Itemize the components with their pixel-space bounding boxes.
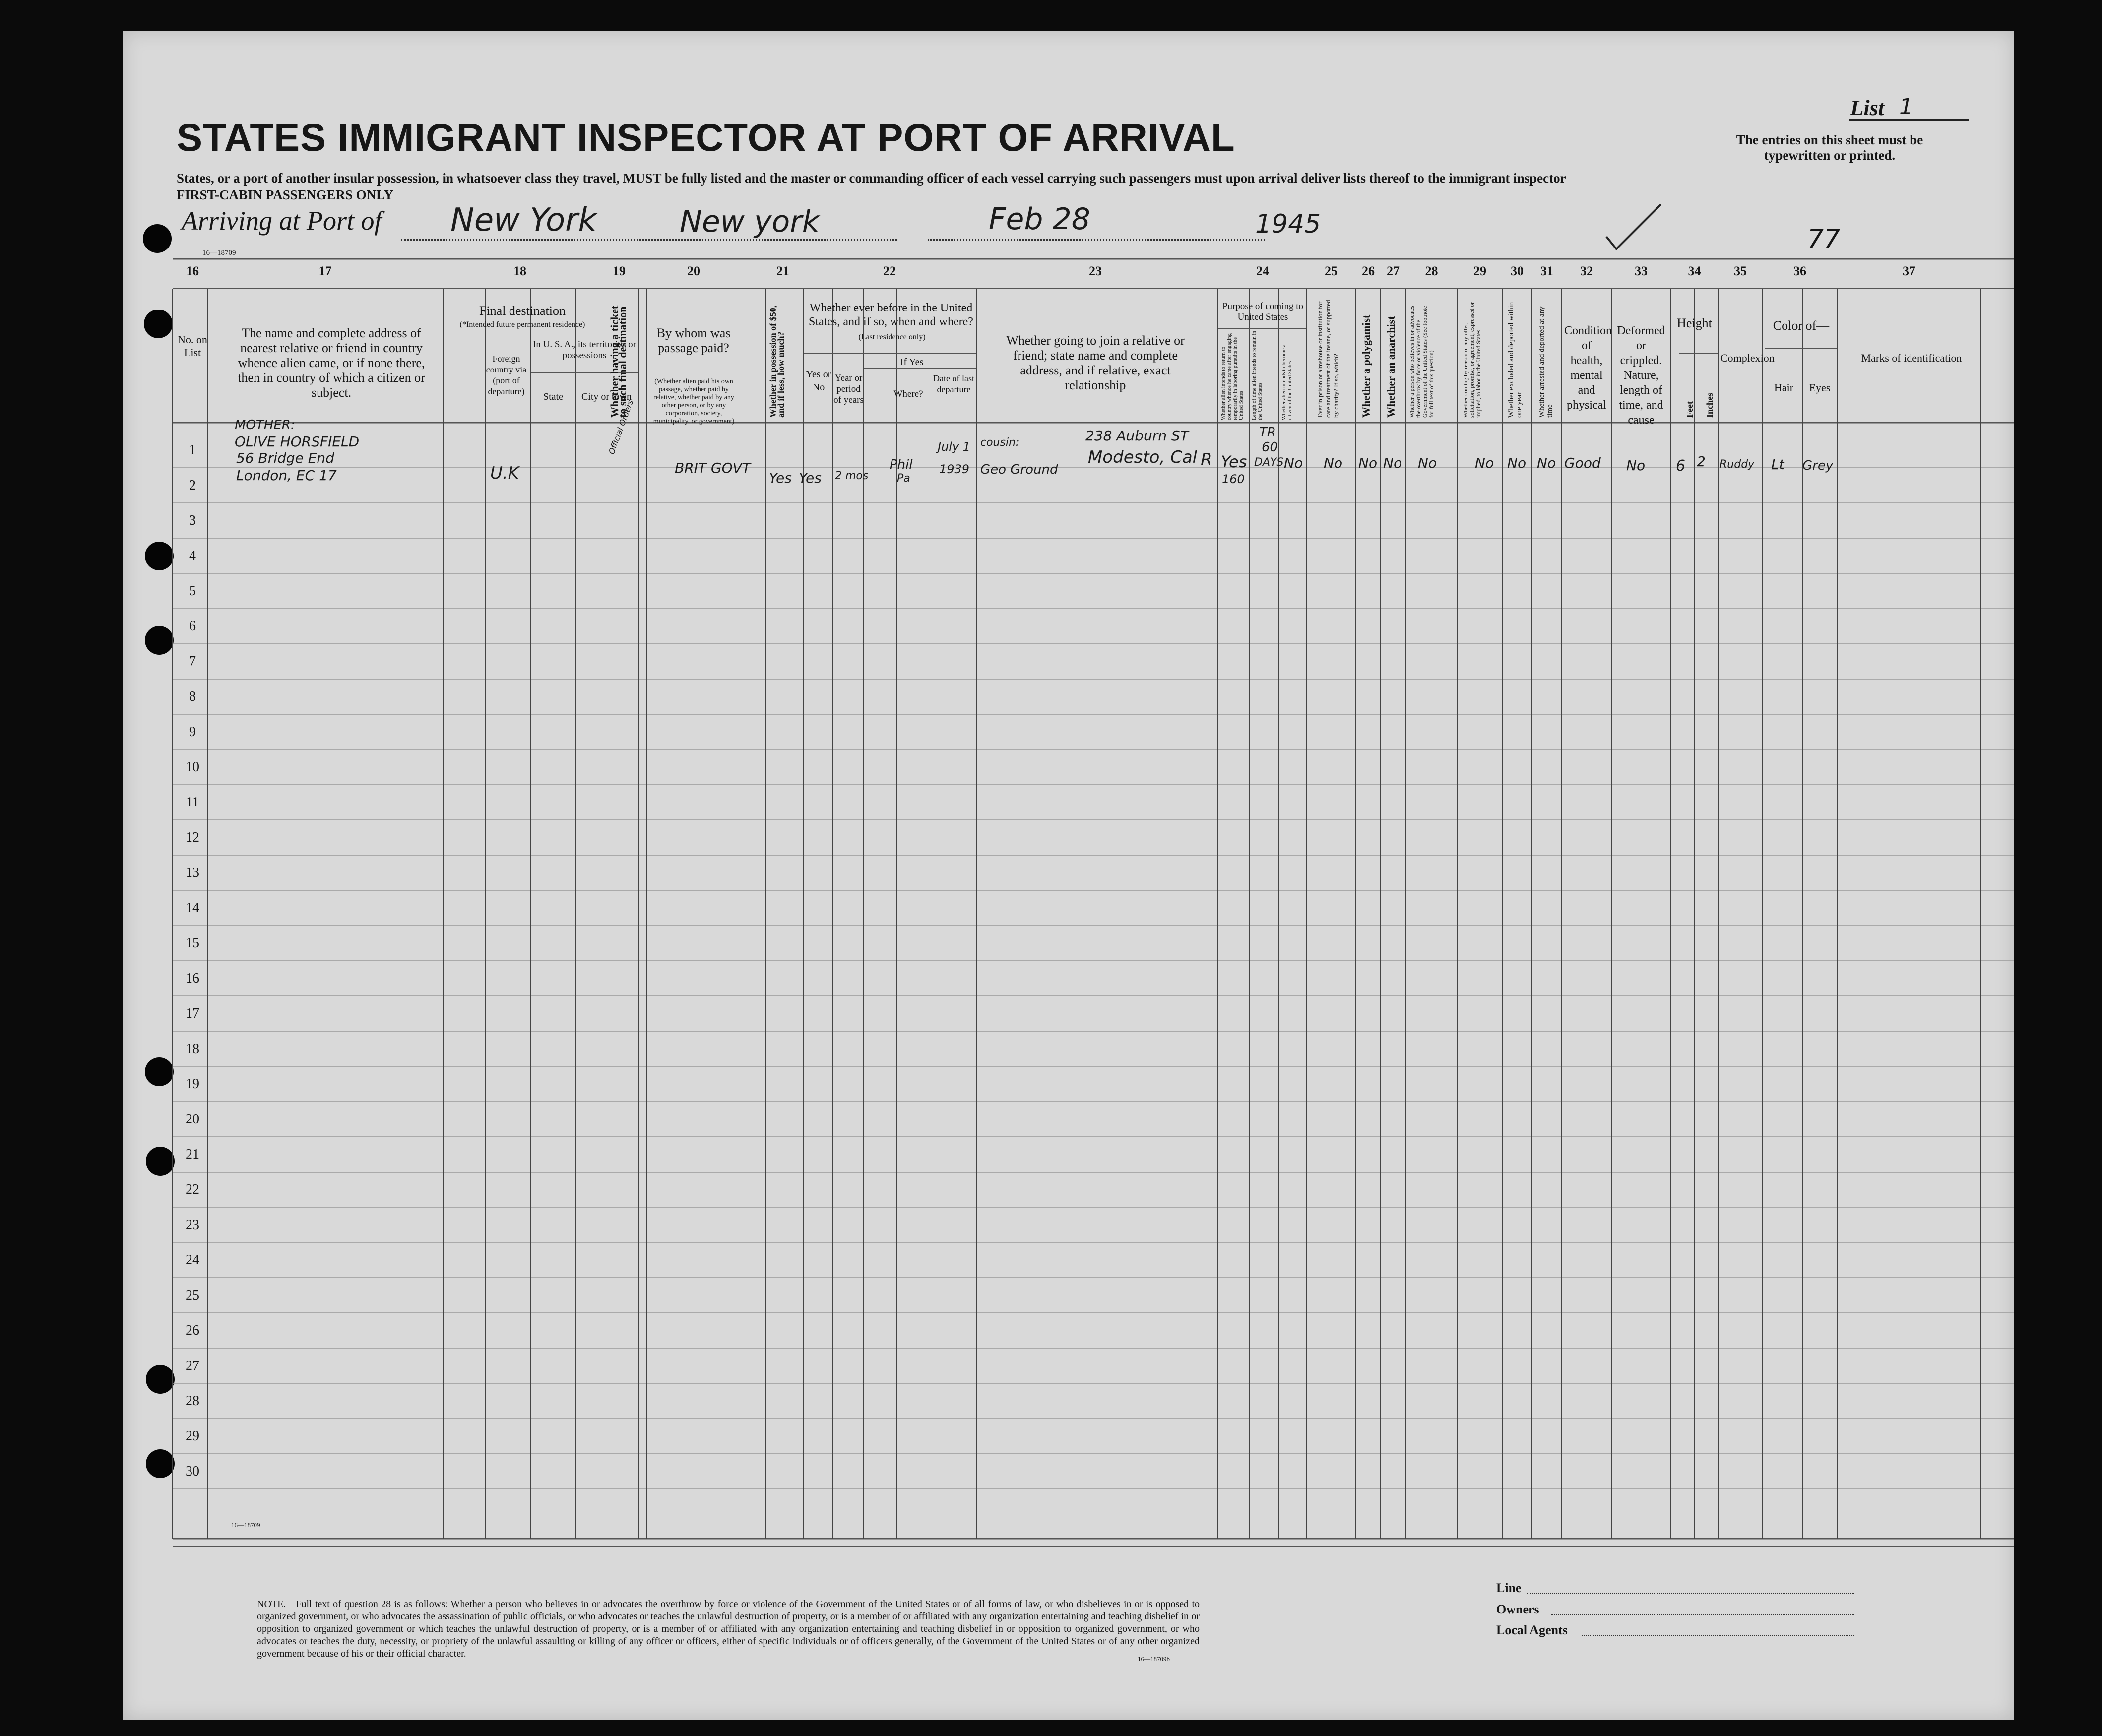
header-city: City or town: [581, 391, 632, 402]
row-number: 27: [186, 1358, 199, 1373]
entry-join-2: Geo Ground: [980, 462, 1058, 477]
col-num-22: 22: [883, 264, 896, 278]
line-field: [1527, 1593, 1854, 1594]
port-state: New york: [680, 204, 820, 239]
entry-inches: 2: [1697, 453, 1706, 470]
passenger-class-line: FIRST-CABIN PASSENGERS ONLY: [177, 187, 394, 202]
header-ticket: Whether having a ticket to such final destination: [608, 305, 629, 418]
header-color-of: Color of—: [1773, 318, 1830, 333]
row-number: 22: [186, 1182, 199, 1197]
col-num-35: 35: [1734, 264, 1747, 278]
header-hair: Hair: [1774, 381, 1794, 394]
header-deformed: Deformed or crippled. Nature, length of time, and cause: [1617, 324, 1665, 427]
header-purpose-return: Whether alien intends to return to country whence he came after engaging temporarily in laboring pursuits in the United States: [1220, 333, 1244, 420]
entry-where-2: Pa: [897, 472, 910, 485]
header-offer: Whether coming by reason of any offer, solicitation, promise, or agreement, expressed or implied, to labor in the United States: [1462, 302, 1482, 418]
page-mark: 77: [1807, 224, 1841, 254]
row-number: 17: [186, 1006, 199, 1021]
header-final-destination: Final destination: [479, 304, 566, 318]
row-number: 25: [186, 1288, 199, 1303]
entry-prison: No: [1324, 455, 1343, 471]
col-num-18: 18: [513, 264, 526, 278]
row-number: 14: [186, 900, 199, 916]
col-num-25: 25: [1325, 264, 1338, 278]
row-number: 7: [189, 654, 196, 669]
list-number: 1: [1899, 94, 1913, 120]
header-if-yes: If Yes—: [900, 357, 934, 368]
row-number: 3: [189, 513, 196, 528]
table-grid: [123, 31, 2014, 1720]
manifest-sheet: [123, 31, 2014, 1720]
footnote-question-28: NOTE.—Full text of question 28 is as follows: Whether a person who believes in or advocates the overthrow by force or violence of the Government of the United States or of all forms of law, or who disbelieves in or is opposed to organized government, or who advocates the assassination of public officials, or who advocates or teaches the unlawful destruction of property, or is a member of or affiliated with any organization entertaining and teaching disbelief in or opposition to organized government or which teaches the unlawful destruction of property, or is a member of or affiliated with any organization entertaining and teaching disbelief in or opposition to organized government, or who advocates or teaches the duty, necessity, or propriety of the unlawful assaulting or killing of any officer or officers, either of specific individuals or of officers generally, of the Government of the United States or of any other organized government because of his or their official character.: [257, 1599, 1200, 1659]
entry-join-1: cousin:: [980, 436, 1019, 449]
header-anarchist: Whether an anarchist: [1385, 316, 1397, 418]
col-num-21: 21: [776, 264, 789, 278]
row-number: 26: [186, 1323, 199, 1338]
col-num-17: 17: [318, 264, 332, 278]
row-number: 19: [186, 1076, 199, 1092]
entry-join-4: Modesto, Cal: [1088, 447, 1198, 467]
header-nearest-relative: The name and complete address of nearest relative or friend in country whence alien came, or if none there, then in country of which a citizen or subject.: [238, 326, 425, 400]
entry-purpose-return: Yes: [1221, 452, 1247, 471]
entry-purpose-length-2: 60: [1262, 440, 1278, 455]
list-label: List: [1850, 96, 1884, 120]
row-number: 21: [186, 1147, 199, 1162]
entry-date-2: 1939: [939, 462, 970, 476]
header-no-on-list: No. on List: [178, 333, 207, 359]
header-eyes: Eyes: [1809, 381, 1831, 394]
entry-deformed: No: [1626, 457, 1646, 474]
header-purpose-citizen: Whether alien intends to become a citizen of the United States: [1281, 344, 1293, 420]
entry-date-1: July 1: [938, 440, 971, 454]
col-num-23: 23: [1089, 264, 1102, 278]
row-number: 28: [186, 1393, 199, 1409]
entry-relative-line-4: London, EC 17: [236, 467, 337, 484]
entry-purpose-length-1: TR: [1259, 425, 1276, 440]
entry-relative-line-2: OLIVE HORSFIELD: [235, 434, 360, 450]
entry-overthrow: No: [1418, 455, 1437, 471]
form-title: STATES IMMIGRANT INSPECTOR AT PORT OF ARRIVAL: [177, 116, 1235, 159]
header-complexion: Complexion: [1720, 352, 1775, 364]
header-height: Height: [1677, 316, 1712, 330]
header-overthrow: Whether a person who believes in or advocates the overthrow by force or violence of the Government of the United States (See footnote for full text of this question): [1408, 305, 1435, 418]
header-purpose: Purpose of coming to United States: [1222, 301, 1304, 322]
row-number: 18: [186, 1041, 199, 1056]
entry-offer: No: [1475, 455, 1494, 471]
row-number: 15: [186, 935, 199, 951]
row-number: 11: [186, 795, 199, 810]
entries-note: The entries on this sheet must be typewritten or printed.: [1736, 132, 1923, 163]
header-prison: Ever in prison or almshouse or institution for care and treatment of the insane, or supported by charity? If so, which?: [1316, 300, 1339, 418]
header-health: Condition of health, mental and physical: [1564, 324, 1612, 412]
col-num-30: 30: [1511, 264, 1524, 278]
row-number: 10: [186, 759, 199, 775]
col-num-27: 27: [1387, 264, 1400, 278]
header-yes-or-no: Yes or No: [806, 369, 831, 393]
form-number: 16—18709: [202, 249, 236, 257]
header-inches: Inches: [1705, 392, 1715, 418]
row-number: 12: [186, 830, 199, 845]
entry-complexion: Ruddy: [1720, 458, 1755, 471]
header-going-to-join: Whether going to join a relative or friend; state name and complete address, and if relative, exact relationship: [1006, 333, 1185, 392]
owners-field: [1551, 1614, 1854, 1615]
entry-join-3: 238 Auburn ST: [1085, 428, 1189, 444]
entry-health: Good: [1564, 455, 1601, 471]
row-number: 16: [186, 971, 199, 986]
owners-label: Owners: [1496, 1602, 1539, 1616]
row-number: 2: [189, 478, 196, 493]
row-number: 5: [189, 583, 196, 599]
row-number: 8: [189, 689, 196, 704]
port-city: New York: [450, 202, 597, 239]
col-num-32: 32: [1580, 264, 1593, 278]
row-number: 29: [186, 1428, 199, 1444]
port-label: Arriving at Port of: [182, 206, 382, 236]
row-number: 20: [186, 1112, 199, 1127]
row-number: 24: [186, 1252, 199, 1268]
header-last-residence: (Last residence only): [858, 333, 926, 341]
col-num-33: 33: [1635, 264, 1648, 278]
entry-relative-line-3: 56 Bridge End: [236, 450, 334, 466]
row-number: 9: [189, 724, 196, 740]
row-number: 13: [186, 865, 199, 880]
entry-excluded: No: [1507, 455, 1527, 471]
entry-deported: No: [1537, 455, 1556, 471]
header-passage-note: (Whether alien paid his own passage, whether paid by relative, whether paid by any other person, or by any corporation, society, municipality, or government): [653, 378, 735, 425]
col-num-24: 24: [1256, 264, 1269, 278]
entry-relative-line-1: MOTHER:: [235, 418, 295, 433]
col-num-36: 36: [1793, 264, 1806, 278]
entry-anarchist: No: [1383, 455, 1402, 471]
row-number: 23: [186, 1217, 199, 1233]
header-deported: Whether arrested and deported at any time: [1538, 306, 1554, 418]
entry-purpose-length-3: DAYS: [1254, 456, 1284, 469]
row-number: 4: [189, 548, 196, 563]
header-excluded: Whether excluded and deported within one year: [1507, 302, 1523, 418]
header-where: Where?: [893, 389, 923, 399]
header-last-departure: Date of last departure: [933, 373, 974, 394]
col-num-37: 37: [1903, 264, 1915, 278]
line-label: Line: [1496, 1581, 1522, 1595]
entry-where-1: Phil: [890, 457, 913, 472]
instructions-line: States, or a port of another insular possession, in whatsoever class they travel, MUST be fully listed and the master or commanding officer of each vessel carrying such passengers must upon arrival deliver lists thereof to the immigrant inspector: [177, 171, 1566, 186]
header-state: State: [543, 391, 563, 402]
entry-polygamist: No: [1358, 455, 1378, 471]
header-marks: Marks of identification: [1861, 352, 1962, 364]
header-usa: In U. S. A., its territories or possessions: [533, 339, 636, 361]
entry-ticket: Official Orders: [607, 398, 636, 456]
entry-purpose-code: 160: [1222, 472, 1245, 486]
header-polygamist: Whether a polygamist: [1360, 314, 1372, 418]
header-final-destination-note: (*Intended future permanent residence): [459, 320, 585, 329]
entry-fifty-dollars: Yes: [769, 470, 792, 486]
row-number: 6: [189, 619, 196, 634]
col-num-19: 19: [613, 264, 626, 278]
entry-feet: 6: [1676, 457, 1686, 475]
form-number-note: 16—18709b: [1138, 1655, 1170, 1663]
header-passage-paid: By whom was passage paid?: [656, 326, 731, 355]
entry-foreign-country: U.K: [490, 463, 519, 483]
col-num-34: 34: [1688, 264, 1701, 278]
col-num-16: 16: [186, 264, 199, 278]
col-num-28: 28: [1425, 264, 1438, 278]
local-agents-field: [1582, 1635, 1854, 1636]
row-number: 1: [189, 442, 196, 458]
col-num-26: 26: [1362, 264, 1375, 278]
entry-passage-paid: BRIT GOVT: [675, 460, 751, 476]
header-ever-before: Whether ever before in the United States, and if so, when and where?: [809, 302, 973, 328]
local-agents-label: Local Agents: [1496, 1623, 1568, 1637]
entry-citizen: No: [1284, 455, 1303, 471]
entry-purpose-mark: R: [1201, 450, 1212, 470]
entry-before-yes: Yes: [799, 470, 822, 486]
arrival-date: Feb 28: [989, 202, 1090, 237]
header-foreign-country: Foreign country via (port of departure)—: [486, 354, 527, 407]
entry-period: 2 mos: [835, 470, 869, 482]
header-period: Year or period of years: [833, 373, 864, 405]
header-purpose-length: Length of time alien intends to remain in the United States: [1251, 331, 1263, 420]
header-feet: Feet: [1685, 401, 1695, 418]
row-number: 30: [186, 1464, 199, 1479]
col-num-31: 31: [1540, 264, 1553, 278]
header-fifty-dollars: Whether in possession of $50, and if less, how much?: [768, 305, 786, 418]
entry-eyes: Grey: [1802, 458, 1834, 473]
col-num-20: 20: [687, 264, 700, 278]
entry-hair: Lt: [1771, 456, 1784, 473]
form-number-bottom: 16—18709: [231, 1521, 260, 1529]
arrival-year: 1945: [1255, 209, 1321, 239]
col-num-29: 29: [1473, 264, 1486, 278]
